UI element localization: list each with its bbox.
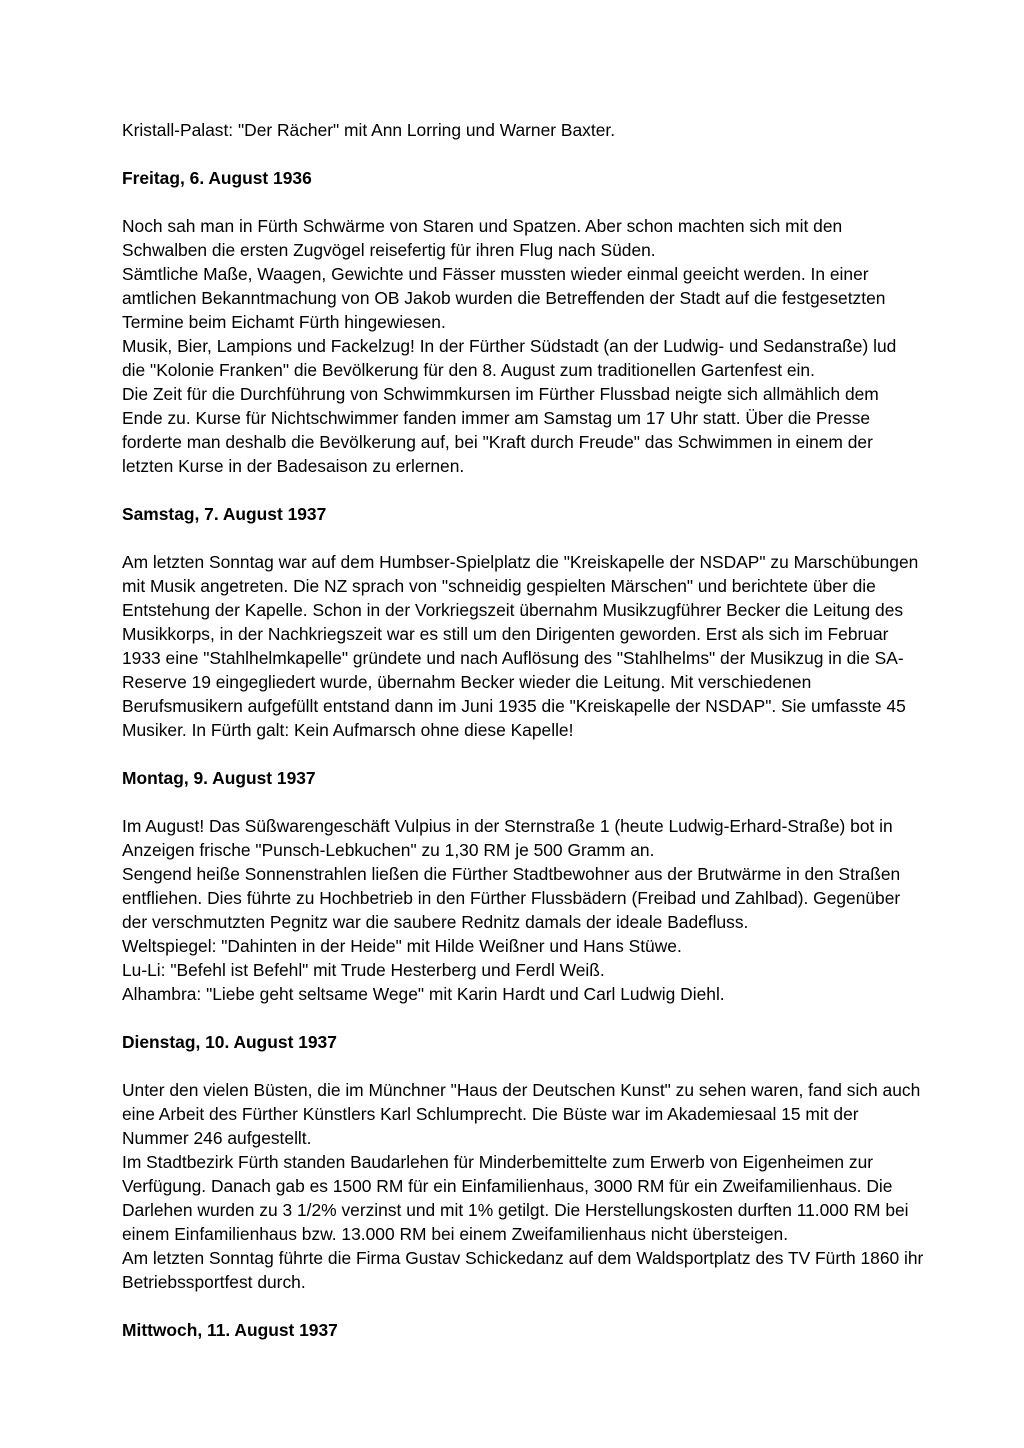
entry-paragraph: Weltspiegel: "Dahinten in der Heide" mit Hilde Weißner und Hans Stüwe.: [122, 936, 682, 956]
entry-paragraph: Alhambra: "Liebe geht seltsame Wege" mit Karin Hardt und Carl Ludwig Diehl.: [122, 984, 725, 1004]
entry-paragraph: Sengend heiße Sonnenstrahlen ließen die Fürther Stadtbewohner aus der Brutwärme in den Straßen entfliehen. Dies führte zu Hochbetrieb in den Fürther Flussbädern (Freibad und Zahlbad). Gegenüber der verschmutzten Pegnitz war die saubere Rednitz damals der ideale Badefluss.: [122, 864, 901, 932]
entry-heading: Freitag, 6. August 1936: [122, 168, 312, 188]
entry-paragraph: Im Stadtbezirk Fürth standen Baudarlehen für Minderbemittelte zum Erwerb von Eigenheimen zur Verfügung. Danach gab es 1500 RM für ein Einfamilienhaus, 3000 RM für ein Zweifamilienhaus. Die Darlehen wurden zu 3 1/2% verzinst und mit 1% getilgt. Die Herstellungskosten durften 11.000 RM bei einem Einfamilienhaus bzw. 13.000 RM bei einem Zweifamilienhaus nicht übersteigen.: [122, 1152, 909, 1244]
entries-container: [122, 166, 924, 1342]
entry-paragraph: Musik, Bier, Lampions und Fackelzug! In der Fürther Südstadt (an der Ludwig- und Sedanstraße) lud die "Kolonie Franken" die Bevölkerung für den 8. August zum traditionellen Gartenfest ein.: [122, 336, 897, 380]
entry-paragraph: Unter den vielen Büsten, die im Münchner "Haus der Deutschen Kunst" zu sehen waren, fand sich auch eine Arbeit des Fürther Künstlers Karl Schlumprecht. Die Büste war im Akademiesaal 15 mit der Nummer 246 aufgestellt.: [122, 1080, 921, 1148]
entry-paragraph: Noch sah man in Fürth Schwärme von Staren und Spatzen. Aber schon machten sich mit den Schwalben die ersten Zugvögel reisefertig für ihren Flug nach Süden.: [122, 216, 843, 260]
intro-line: Kristall-Palast: "Der Rächer" mit Ann Lorring und Warner Baxter.: [122, 120, 616, 140]
entry-paragraph: Am letzten Sonntag führte die Firma Gustav Schickedanz auf dem Waldsportplatz des TV Fürth 1860 ihr Betriebssportfest durch.: [122, 1248, 924, 1292]
entry-heading: Montag, 9. August 1937: [122, 768, 316, 788]
entry-paragraph: Lu-Li: "Befehl ist Befehl" mit Trude Hesterberg und Ferdl Weiß.: [122, 960, 605, 980]
entry-paragraph: Die Zeit für die Durchführung von Schwimmkursen im Fürther Flussbad neigte sich allmählich dem Ende zu. Kurse für Nichtschwimmer fanden immer am Samstag um 17 Uhr statt. Über die Presse forderte man deshalb die Bevölkerung auf, bei "Kraft durch Freude" das Schwimmen in einem der letzten Kurse in der Badesaison zu erlernen.: [122, 384, 879, 476]
entry-heading: Samstag, 7. August 1937: [122, 504, 327, 524]
entry-heading: Mittwoch, 11. August 1937: [122, 1320, 338, 1340]
entry-paragraph: Im August! Das Süßwarengeschäft Vulpius in der Sternstraße 1 (heute Ludwig-Erhard-Straße) bot in Anzeigen frische "Punsch-Lebkuchen" zu 1,30 RM je 500 Gramm an.: [122, 816, 893, 860]
entry-paragraph: Am letzten Sonntag war auf dem Humbser-Spielplatz die "Kreiskapelle der NSDAP" zu Marschübungen mit Musik angetreten. Die NZ sprach von "schneidig gespielten Märschen" und berichtete über die Entstehung der Kapelle. Schon in der Vorkriegszeit übernahm Musikzugführer Becker die Leitung des Musikkorps, in der Nachkriegszeit war es still um den Dirigenten geworden. Erst als sich im Februar 1933 eine "Stahlhelmkapelle" gründete und nach Auflösung des "Stahlhelms" der Musikzug in die SA-Reserve 19 eingegliedert wurde, übernahm Becker wieder die Leitung. Mit verschiedenen Berufsmusikern aufgefüllt entstand dann im Juni 1935 die "Kreiskapelle der NSDAP". Sie umfasste 45 Musiker. In Fürth galt: Kein Aufmarsch ohne diese Kapelle!: [122, 552, 919, 740]
entry-heading: Dienstag, 10. August 1937: [122, 1032, 337, 1052]
entry-paragraph: Sämtliche Maße, Waagen, Gewichte und Fässer mussten wieder einmal geeicht werden. In einer amtlichen Bekanntmachung von OB Jakob wurden die Betreffenden der Stadt auf die festgesetzten Termine beim Eichamt Fürth hingewiesen.: [122, 264, 886, 332]
